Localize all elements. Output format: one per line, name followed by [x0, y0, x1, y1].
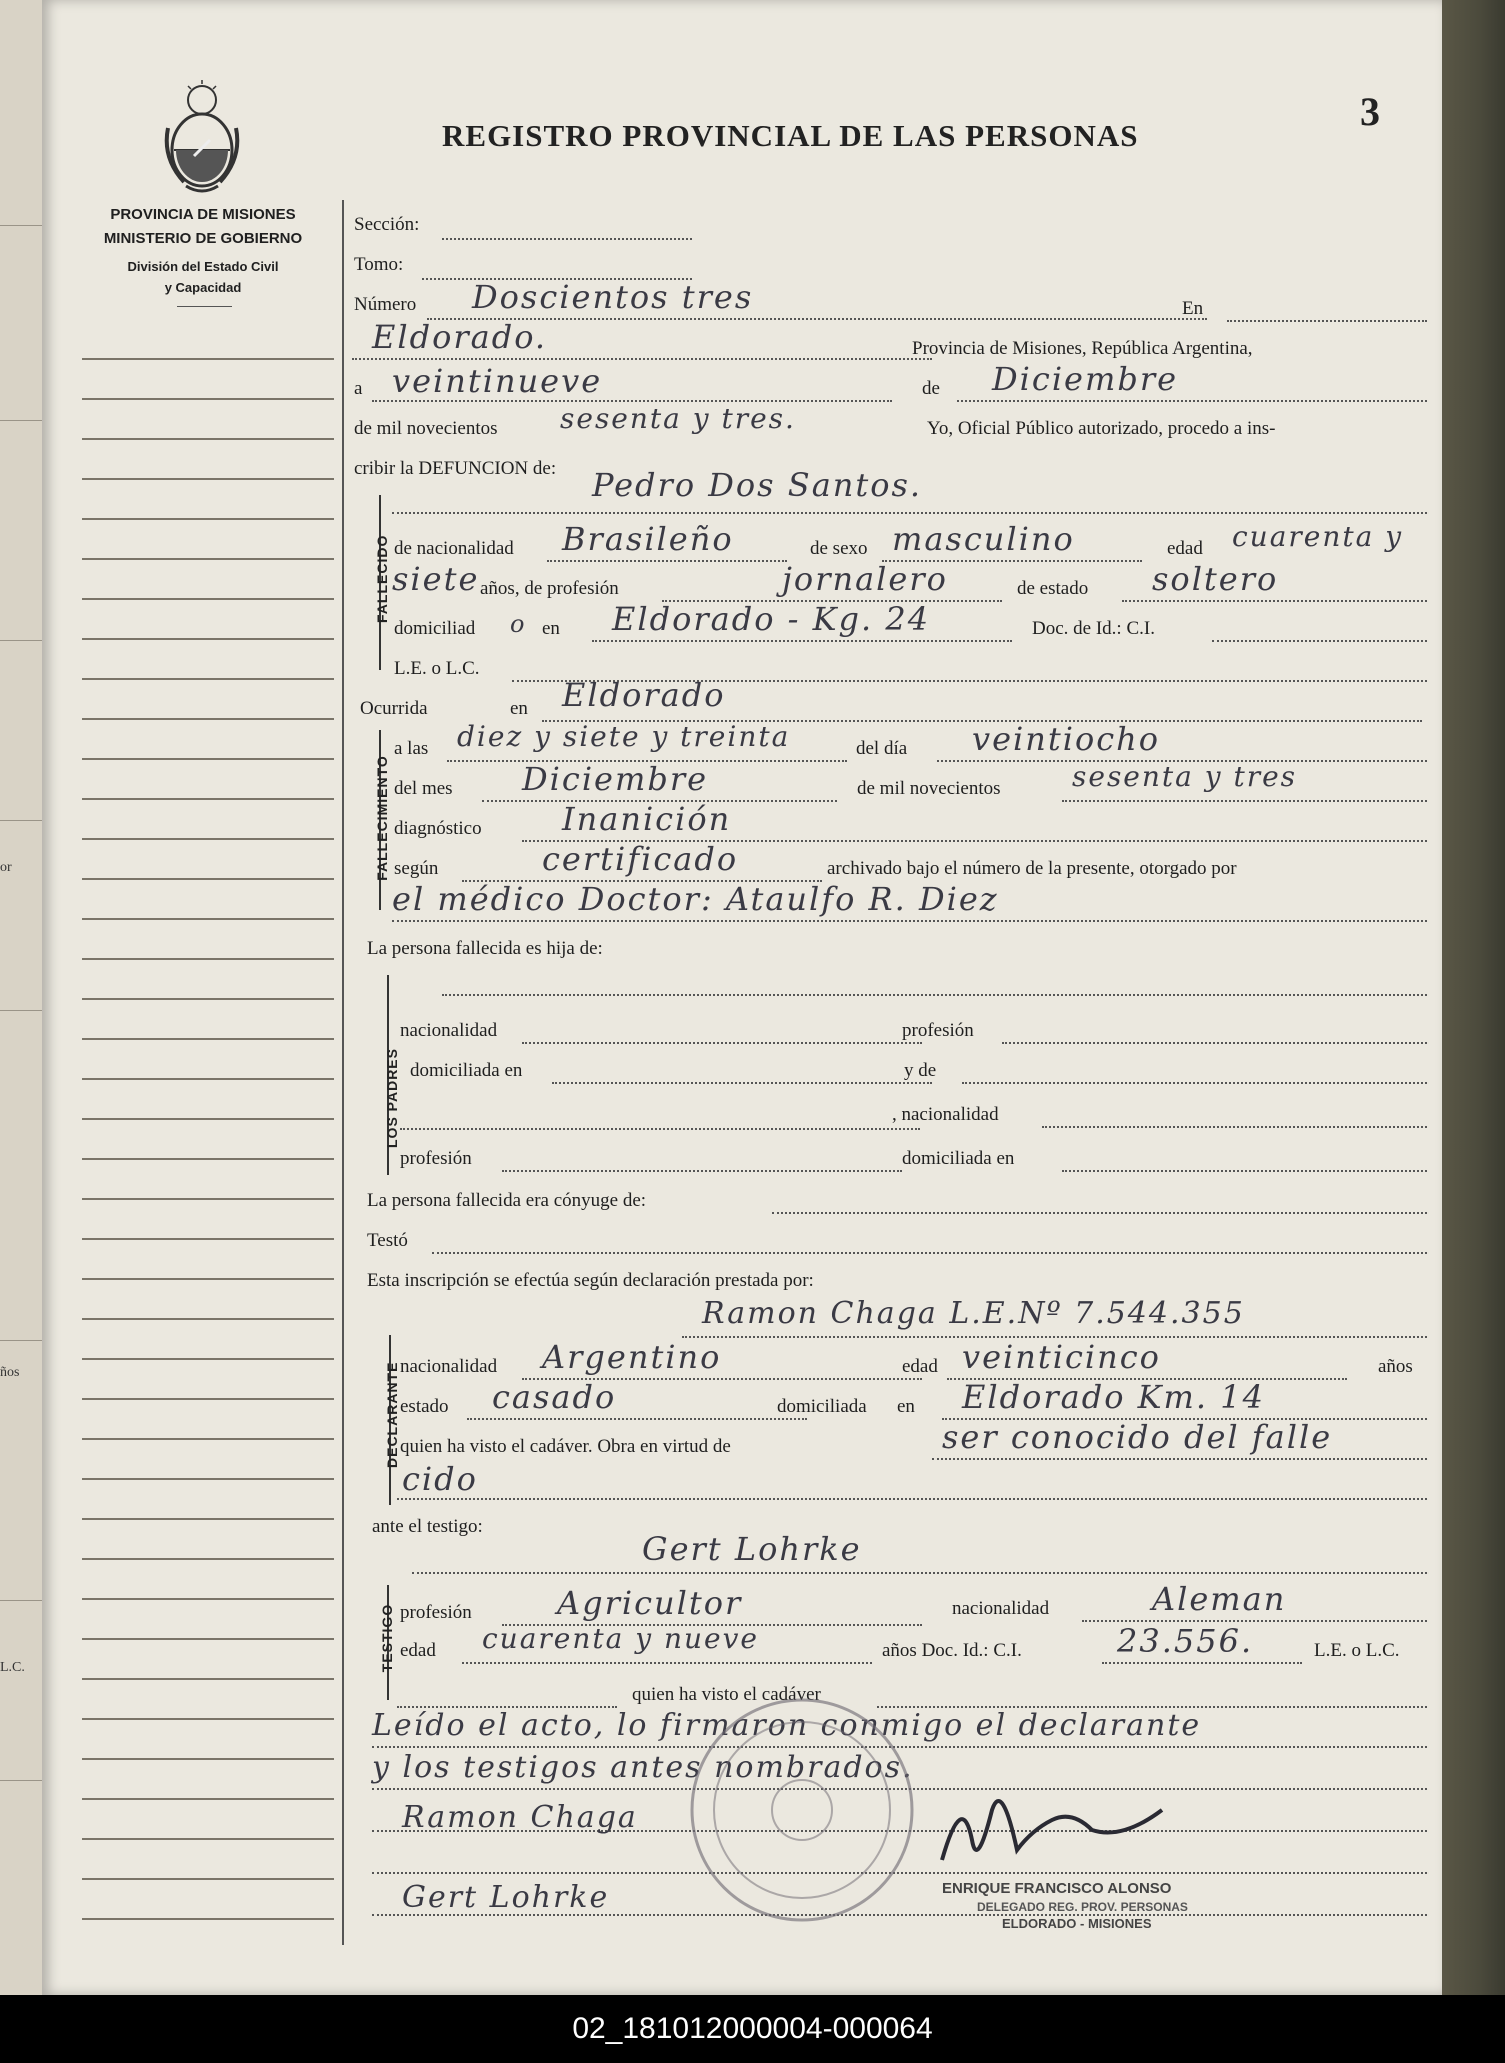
- decl-edad-value: veinticinco: [962, 1338, 1161, 1376]
- testigo-edad-value: cuarenta y nueve: [482, 1622, 759, 1655]
- padre-nacionalidad-label: nacionalidad: [400, 1020, 498, 1041]
- profesion-label: años, de profesión: [480, 578, 619, 599]
- testigo-edad-label: edad: [400, 1640, 436, 1661]
- archivado-text: archivado bajo el número de la presente, otorgado por: [827, 858, 1237, 879]
- decl-estado-value: casado: [492, 1378, 617, 1416]
- nacionalidad-label: de nacionalidad: [394, 538, 514, 559]
- testigo-nombre: Gert Lohrke: [642, 1530, 862, 1568]
- a-las-label: a las: [394, 738, 429, 759]
- testigo-ci-value: 23.556.: [1117, 1622, 1254, 1660]
- mes-fallec-value: Diciembre: [522, 760, 709, 798]
- stamp-line-1: ENRIQUE FRANCISCO ALONSO: [942, 1880, 1172, 1897]
- cierre-line-1: Leído el acto, lo firmaron conmigo el declarante: [372, 1708, 1202, 1743]
- edad-value-1: cuarenta y: [1232, 520, 1404, 553]
- column-separator: [342, 200, 344, 1945]
- de-mil-nov-label: de mil novecientos: [857, 778, 1001, 799]
- inscribir-text: cribir la DEFUNCION de:: [354, 458, 557, 479]
- page-title: REGISTRO PROVINCIAL DE LAS PERSONAS: [442, 118, 1139, 153]
- cierre-line-2: y los testigos antes nombrados.: [372, 1750, 914, 1785]
- sexo-label: de sexo: [810, 538, 868, 559]
- anio-fallec-value: sesenta y tres: [1072, 760, 1298, 793]
- del-mes-label: del mes: [394, 778, 453, 799]
- medico-value: el médico Doctor: Ataulfo R. Diez: [392, 880, 999, 918]
- domicilio-value: Eldorado - Kg. 24: [612, 600, 931, 638]
- padre-profesion-label: profesión: [902, 1020, 974, 1041]
- testigo-le-lc-label: L.E. o L.C.: [1314, 1640, 1400, 1661]
- oficial-text: Yo, Oficial Público autorizado, procedo a ins-: [927, 418, 1276, 439]
- virtud-value-2: cido: [402, 1460, 478, 1498]
- quien-visto-text: quien ha visto el cadáver. Obra en virtud de: [400, 1436, 731, 1457]
- decl-nacionalidad-value: Argentino: [542, 1338, 722, 1376]
- padres-label: LOS PADRES: [384, 1048, 400, 1148]
- inscripcion-text: Esta inscripción se efectúa según declaración prestada por:: [367, 1270, 814, 1291]
- stamp-line-2: DELEGADO REG. PROV. PERSONAS: [977, 1900, 1188, 1914]
- fallecimiento-label: FALLECIMIENTO: [374, 755, 390, 881]
- decl-anos-label: años: [1378, 1356, 1413, 1377]
- diagnostico-value: Inanición: [562, 800, 732, 838]
- province-name: PROVINCIA DE MISIONES: [110, 206, 296, 223]
- profesion-value: jornalero: [782, 560, 948, 598]
- testigo-nacionalidad-value: Aleman: [1152, 1580, 1287, 1618]
- dia-value: veintinueve: [392, 362, 603, 400]
- virtud-value-1: ser conocido del falle: [942, 1418, 1333, 1456]
- anio-value: sesenta y tres.: [560, 402, 796, 435]
- diagnostico-label: diagnóstico: [394, 818, 482, 839]
- testigo-doc-label: años Doc. Id.: C.I.: [882, 1640, 1022, 1661]
- decl-estado-label: estado: [400, 1396, 449, 1417]
- decl-domicilio-value: Eldorado Km. 14: [962, 1378, 1265, 1416]
- dia-fallec-value: veintiocho: [972, 720, 1161, 758]
- edad-value-2: siete: [392, 560, 480, 598]
- registry-page: [42, 0, 1442, 1995]
- seccion-label: Sección:: [354, 214, 420, 235]
- y-de-label: y de: [904, 1060, 937, 1081]
- madre-domicilio-label: domiciliada en: [902, 1148, 1015, 1169]
- stamp-line-3: ELDORADO - MISIONES: [1002, 1916, 1152, 1931]
- fallecido-nombre: Pedro Dos Santos.: [592, 466, 923, 504]
- provincia-text: Provincia de Misiones, República Argentina,: [912, 338, 1253, 359]
- official-signature: [922, 1770, 1202, 1880]
- testo-label: Testó: [367, 1230, 408, 1251]
- decl-nacionalidad-label: nacionalidad: [400, 1356, 498, 1377]
- de-label: de: [922, 378, 940, 399]
- numero-value: Doscientos tres: [472, 278, 754, 316]
- testigo-label: TESTIGO: [379, 1603, 395, 1673]
- le-lc-label: L.E. o L.C.: [394, 658, 480, 679]
- doc-id-label: Doc. de Id.: C.I.: [1032, 618, 1155, 639]
- official-seal-icon: [682, 1690, 922, 1930]
- conyuge-label: La persona fallecida era cónyuge de:: [367, 1190, 647, 1211]
- hora-value: diez y siete y treinta: [457, 720, 791, 753]
- ocurrida-label: Ocurrida: [360, 698, 428, 719]
- decl-edad-label: edad: [902, 1356, 938, 1377]
- edge-text: L.C.: [0, 1660, 25, 1675]
- domiciliad-label: domiciliad: [394, 618, 476, 639]
- lugar-value: Eldorado.: [372, 318, 548, 356]
- fallecido-label: FALLECIDO: [374, 534, 390, 623]
- tomo-label: Tomo:: [354, 254, 404, 275]
- hija-de-label: La persona fallecida es hija de:: [367, 938, 603, 959]
- padre-domicilio-label: domiciliada en: [410, 1060, 523, 1081]
- domiciliado-suffix: o: [510, 610, 527, 638]
- testigo-profesion-value: Agricultor: [557, 1584, 743, 1622]
- testigo-profesion-label: profesión: [400, 1602, 472, 1623]
- declarante-label: DECLARANTE: [384, 1361, 400, 1468]
- divider: [177, 306, 232, 307]
- firma-declarante: Ramon Chaga: [402, 1800, 638, 1835]
- ante-testigo-label: ante el testigo:: [372, 1516, 483, 1537]
- page-number: 3: [1360, 89, 1380, 134]
- quien-visto-cadaver: quien ha visto el cadáver: [632, 1684, 821, 1705]
- coat-of-arms-icon: [160, 78, 244, 198]
- estado-value: soltero: [1152, 560, 1279, 598]
- madre-nacionalidad-label: , nacionalidad: [892, 1104, 999, 1125]
- declarante-nombre: Ramon Chaga L.E.Nº 7.544.355: [702, 1296, 1245, 1331]
- del-dia-label: del día: [856, 738, 908, 759]
- image-id-footer: 02_181012000004-000064: [0, 1995, 1505, 2063]
- decl-domicilio-label: domiciliada: [777, 1396, 867, 1417]
- en-label: En: [1182, 298, 1204, 319]
- nacionalidad-value: Brasileño: [562, 520, 734, 558]
- a-label: a: [354, 378, 363, 399]
- segun-label: según: [394, 858, 439, 879]
- de-mil-label: de mil novecientos: [354, 418, 498, 439]
- en-label-3: en: [510, 698, 528, 719]
- ocurrida-value: Eldorado: [562, 676, 726, 714]
- testigo-nacionalidad-label: nacionalidad: [952, 1598, 1050, 1619]
- firma-testigo: Gert Lohrke: [402, 1880, 610, 1915]
- madre-profesion-label: profesión: [400, 1148, 472, 1169]
- sexo-value: masculino: [892, 520, 1075, 558]
- mes-value: Diciembre: [992, 360, 1179, 398]
- edad-label: edad: [1167, 538, 1203, 559]
- division-name-2: y Capacidad: [164, 280, 242, 295]
- numero-label: Número: [354, 294, 417, 315]
- estado-label: de estado: [1017, 578, 1089, 599]
- edge-text: ños: [0, 1365, 20, 1380]
- en-label-2: en: [542, 618, 560, 639]
- division-name: División del Estado Civil: [127, 259, 279, 274]
- edge-text: or: [0, 860, 12, 875]
- segun-value: certificado: [542, 840, 739, 878]
- decl-en-label: en: [897, 1396, 915, 1417]
- binder-spine: [1442, 0, 1505, 1995]
- ministry-name: MINISTERIO DE GOBIERNO: [103, 230, 303, 247]
- previous-page-edge: [0, 0, 45, 2000]
